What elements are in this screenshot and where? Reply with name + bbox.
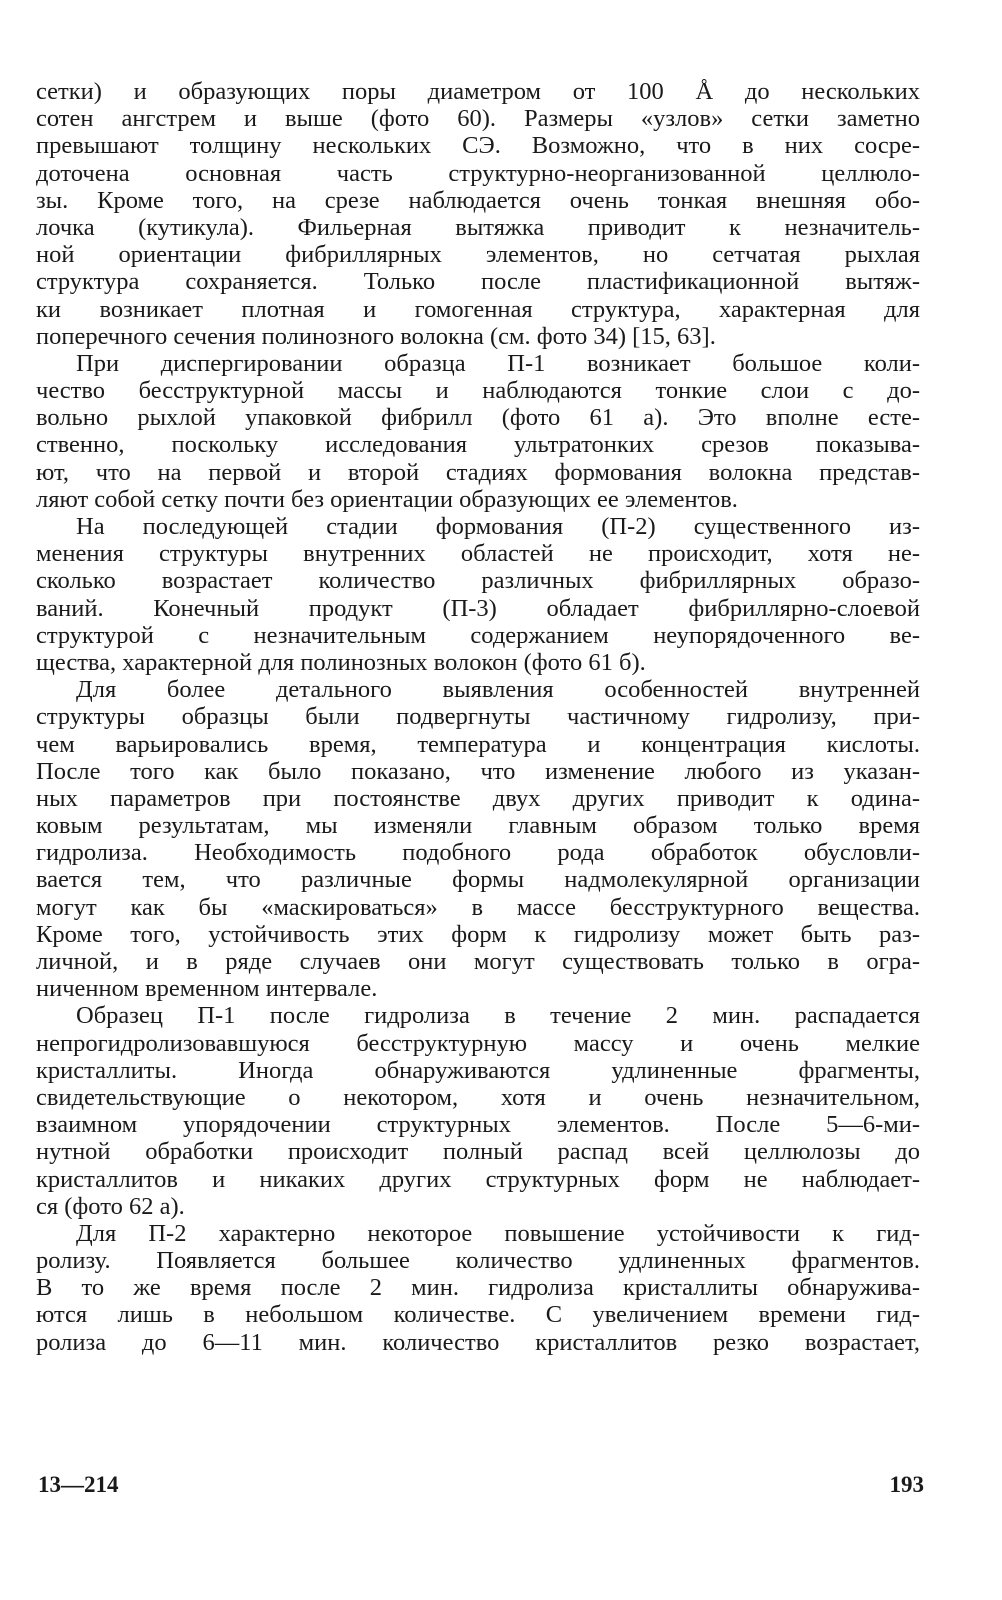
text-line: Кроме того, устойчивость этих форм к гидролизу может быть раз- <box>36 920 920 948</box>
text-line: ваний. Конечный продукт (П-3) обладает фибриллярно-слоевой <box>36 594 920 622</box>
text-line: свидетельствующие о некотором, хотя и очень незначительном, <box>36 1083 920 1111</box>
text-line: ных параметров при постоянстве двух других приводит к одина- <box>36 784 920 812</box>
text-line: структура сохраняется. Только после пластификационной вытяж- <box>36 268 920 296</box>
text-line: структуры образцы были подвергнуты частичному гидролизу, при- <box>36 703 920 731</box>
text-line: сколько возрастает количество различных фибриллярных образо- <box>36 567 920 595</box>
text-line: гидролиза. Необходимость подобного рода обработок обусловли- <box>36 839 920 867</box>
text-line: доточена основная часть структурно-неорганизованной целлюло- <box>36 159 920 187</box>
text-line: лочка (кутикула). Фильерная вытяжка приводит к незначитель- <box>36 213 920 241</box>
text-line: На последующей стадии формования (П-2) существенного из- <box>76 513 920 540</box>
text-line: ют, что на первой и второй стадиях формования волокна представ- <box>36 458 920 486</box>
text-line: сотен ангстрем и выше (фото 60). Размеры «узлов» сетки заметно <box>36 105 920 133</box>
text-line: Для более детального выявления особенностей внутренней <box>76 676 920 704</box>
text-line: ся (фото 62 а). <box>36 1192 185 1220</box>
signature-mark: 13—214 <box>38 1472 119 1497</box>
text-line: сетки) и образующих поры диаметром от 100 Å до нескольких <box>36 78 920 105</box>
page-number: 193 <box>889 1472 924 1497</box>
text-line: вается тем, что различные формы надмолекулярной организации <box>36 866 920 894</box>
text-line: вольно рыхлой упаковкой фибрилл (фото 61 а). Это вполне есте- <box>36 404 920 432</box>
text-line: зы. Кроме того, на срезе наблюдается очень тонкая внешняя обо- <box>36 186 920 214</box>
text-line: ки возникает плотная и гомогенная структура, характерная для <box>36 295 920 323</box>
text-line: щества, характерной для полинозных волокон (фото 61 б). <box>36 648 646 676</box>
text-line: менения структуры внутренних областей не происходит, хотя не- <box>36 540 920 568</box>
text-line: При диспергировании образца П-1 возникает большое коли- <box>76 349 920 377</box>
text-line: кристаллитов и никаких других структурных форм не наблюдает- <box>36 1165 920 1193</box>
text-line: ственно, поскольку исследования ультратонких срезов показыва- <box>36 431 920 459</box>
text-line: нутной обработки происходит полный распад всей целлюлозы до <box>36 1138 920 1166</box>
text-line: ной ориентации фибриллярных элементов, но сетчатая рыхлая <box>36 241 920 269</box>
text-line: превышают толщину нескольких СЭ. Возможно, что в них сосре- <box>36 132 920 160</box>
text-line: кристаллиты. Иногда обнаруживаются удлиненные фрагменты, <box>36 1056 920 1084</box>
text-line: могут как бы «маскироваться» в массе бесструктурного вещества. <box>36 893 920 921</box>
text-line: ролизу. Появляется большее количество удлиненных фрагментов. <box>36 1247 920 1275</box>
text-line: Для П-2 характерно некоторое повышение устойчивости к гид- <box>76 1219 920 1247</box>
body-text <box>36 78 920 1356</box>
text-line: непрогидролизовавшуюся бесструктурную массу и очень мелкие <box>36 1029 920 1057</box>
text-line: В то же время после 2 мин. гидролиза кристаллиты обнаружива- <box>36 1274 920 1302</box>
text-line: чество бесструктурной массы и наблюдаются тонкие слои с до- <box>36 377 920 405</box>
text-line: Образец П-1 после гидролиза в течение 2 мин. распадается <box>76 1002 920 1030</box>
text-line: ковым результатам, мы изменяли главным образом только время <box>36 812 920 840</box>
text-line: поперечного сечения полинозного волокна (см. фото 34) [15, 63]. <box>36 322 716 350</box>
text-line: ются лишь в небольшом количестве. С увеличением времени гид- <box>36 1301 920 1329</box>
text-line: ляют собой сетку почти без ориентации образующих ее элементов. <box>36 485 738 513</box>
text-line: ниченном временном интервале. <box>36 975 378 1003</box>
text-line: После того как было показано, что изменение любого из указан- <box>36 757 920 785</box>
text-line: структурой с незначительным содержанием неупорядоченного ве- <box>36 621 920 649</box>
text-line: чем варьировались время, температура и концентрация кислоты. <box>36 730 920 758</box>
text-line: ролиза до 6—11 мин. количество кристаллитов резко возрастает, <box>36 1328 920 1356</box>
text-line: личной, и в ряде случаев они могут существовать только в огра- <box>36 948 920 975</box>
text-line: взаимном упорядочении структурных элементов. После 5—6-ми- <box>36 1111 920 1139</box>
